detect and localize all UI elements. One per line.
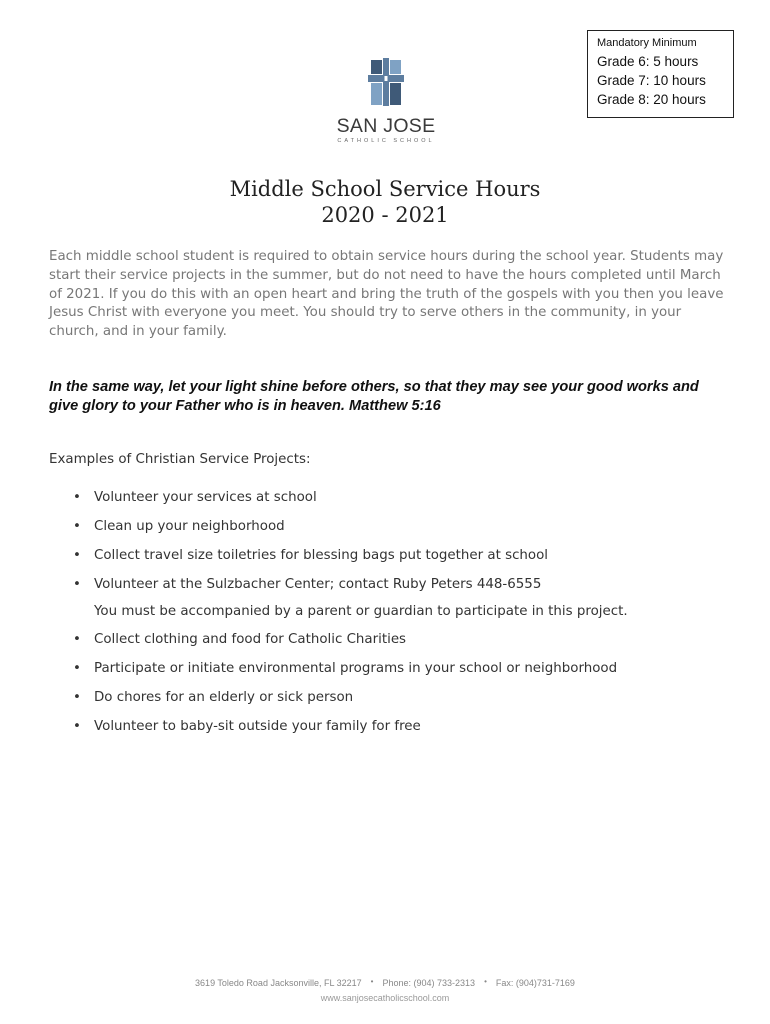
list-item-note (49, 602, 729, 622)
page-title-line-2: 2020 - 2021 (321, 203, 449, 227)
page-title (0, 176, 770, 228)
intro-paragraph: Each middle school student is required to obtain service hours during the school year. Students may start their service projects in the summer, but do not need to have the hours completed until March of 2021. If you do this with an open heart and bring the truth of the gospels with you then you leave Jesus Christ with everyone you meet. You should try to serve others in the community, in your church, and in your family. (49, 249, 724, 340)
cross-logo-icon (368, 58, 404, 108)
footer-address: 3619 Toledo Road Jacksonville, FL 32217 (195, 978, 362, 988)
bullet-icon: • (73, 690, 81, 706)
list-item-text: Participate or initiate environmental programs in your school or neighborhood (94, 661, 618, 677)
list-item-text: Collect travel size toiletries for blessing bags put together at school (94, 547, 549, 563)
bullet-icon: • (73, 547, 81, 563)
bullet-icon: • (73, 661, 81, 677)
list-item-text: Collect clothing and food for Catholic Charities (94, 632, 407, 648)
footer-fax: Fax: (904)731-7169 (495, 978, 575, 988)
bullet-icon: • (73, 632, 81, 648)
list-item-text: Volunteer at the Sulzbacher Center; contact Ruby Peters 448-6555 (94, 576, 542, 592)
list-item (49, 488, 729, 508)
examples-heading: Examples of Christian Service Projects: (49, 452, 311, 467)
list-item-text: Volunteer your services at school (94, 490, 317, 505)
list-item-text: Volunteer to baby-sit outside your family for free (94, 719, 421, 735)
footer-contact (0, 978, 770, 988)
list-item (49, 659, 729, 679)
list-item (49, 717, 729, 737)
separator-dot-icon: • (370, 977, 374, 986)
grade-7-requirement: Grade 7: 10 hours (597, 73, 706, 88)
footer-website[interactable]: www.sanjosecatholicschool.com (320, 993, 450, 1003)
footer-phone: Phone: (904) 733-2313 (382, 978, 476, 988)
logo-school-name: SAN JOSE (336, 115, 436, 137)
bullet-icon: • (73, 518, 81, 534)
bullet-icon: • (73, 490, 81, 505)
grade-6-requirement: Grade 6: 5 hours (597, 54, 699, 69)
school-logo (333, 58, 439, 148)
list-item (49, 546, 729, 566)
list-item (49, 688, 729, 708)
grade-8-requirement: Grade 8: 20 hours (597, 92, 706, 107)
scripture-quote: In the same way, let your light shine before others, so that they may see your good works and give glory to your Father who is in heaven. Matthew 5:16 (49, 379, 699, 414)
mandatory-minimum-box (587, 30, 734, 118)
page-title-line-1: Middle School Service Hours (229, 177, 541, 201)
list-item-note-text: You must be accompanied by a parent or guardian to participate in this project. (94, 603, 628, 619)
list-item (49, 630, 729, 650)
list-item-text: Do chores for an elderly or sick person (94, 690, 354, 706)
separator-dot-icon: • (484, 977, 487, 986)
mandatory-minimum-title: Mandatory Minimum (597, 37, 697, 49)
examples-list (49, 488, 729, 746)
list-item (49, 575, 729, 595)
bullet-icon: • (73, 719, 81, 735)
list-item (49, 517, 729, 537)
list-item-text: Clean up your neighborhood (94, 518, 285, 534)
logo-school-subtitle: CATHOLIC SCHOOL (337, 138, 435, 144)
bullet-icon: • (73, 576, 81, 592)
